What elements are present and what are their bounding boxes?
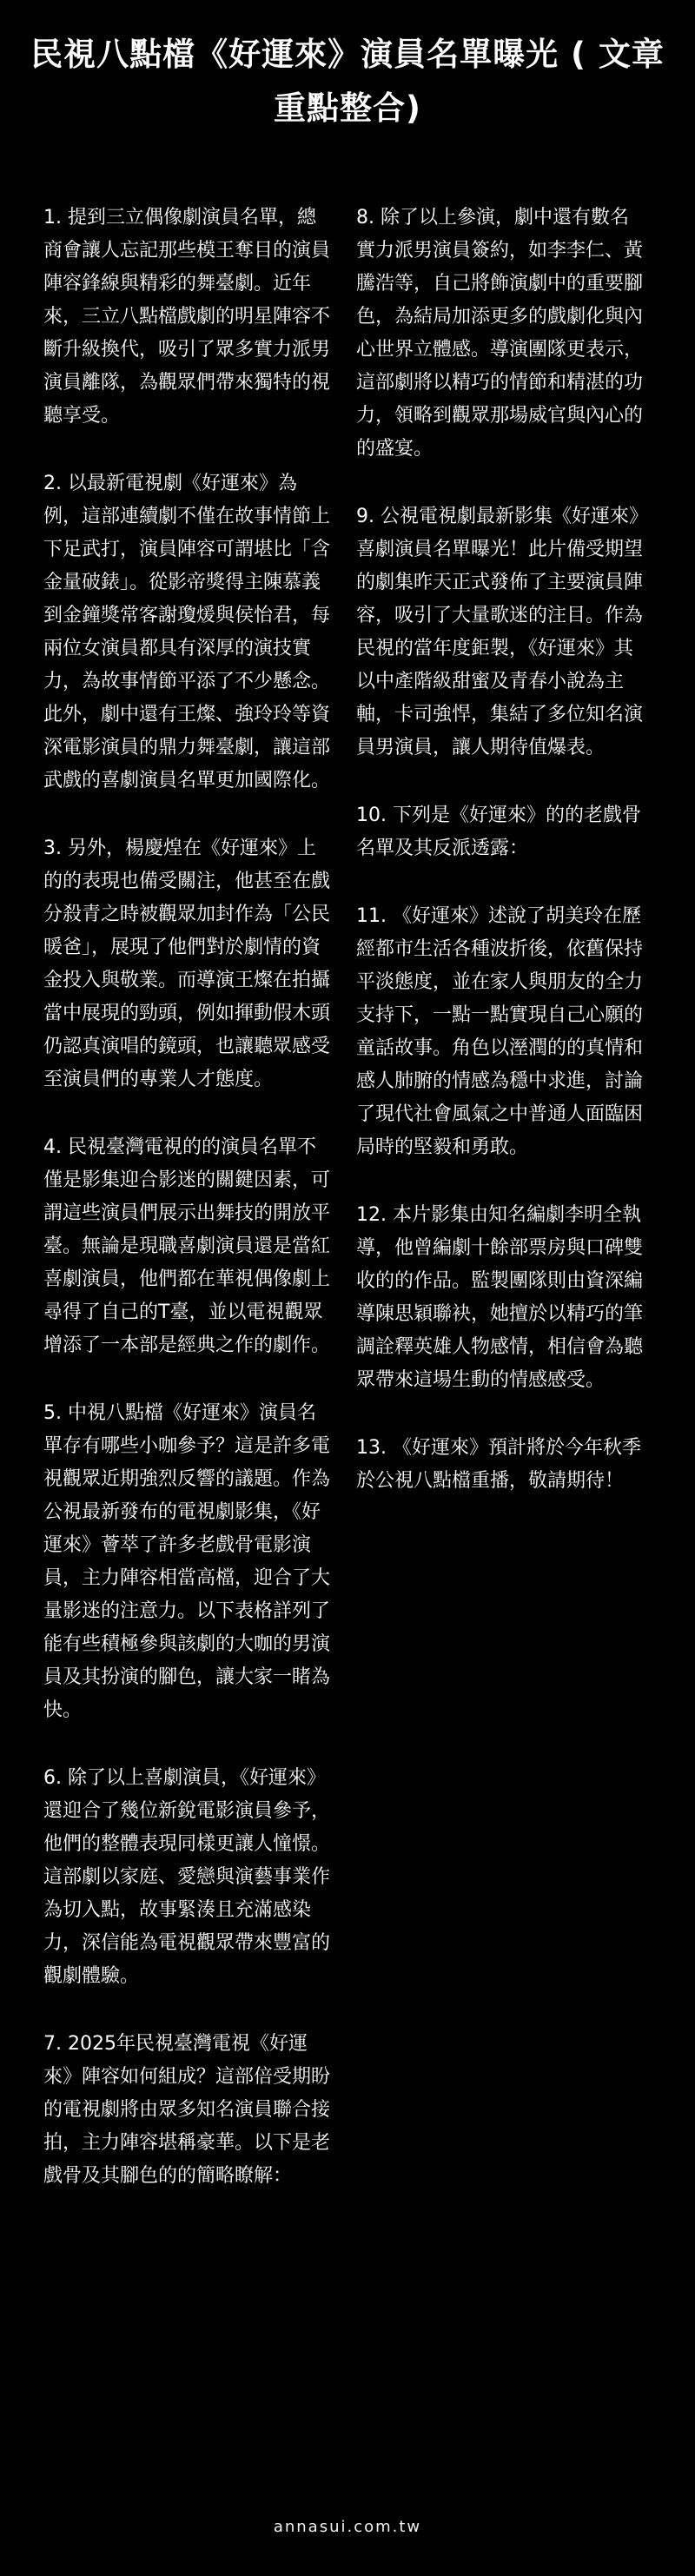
paragraph-3: 3. 另外，楊慶煌在《好運來》上的的表現也備受關注，他甚至在戲分殺青之時被觀眾加封作為「公民暖爸」，展現了他們對於劇情的資金投入與敬業。而導演王燦在拍攝當中展現的勁頭，例如揮動假木頭仍認真演唱的鏡頭，也讓聽眾感受至演員們的專業人才態度。 — [43, 838, 331, 1090]
paragraph-9: 9. 公視電視劇最新影集《好運來》喜劇演員名單曝光！此片備受期望的劇集昨天正式發佈了主要演員陣容，吸引了大量歌迷的注目。作為民視的當年度鉅製，《好運來》其以中產階級甜蜜及青春小說為主軸，卡司強悍，集結了多位知名演員男演員，讓人期待值爆表。 — [356, 506, 644, 758]
paragraph-1: 1. 提到三立偶像劇演員名單，總商會讓人忘記那些模王奪目的演員陣容鋒線與精彩的舞臺劇。近年來，三立八點檔戲劇的明星陣容不斷升級換代，吸引了眾多實力派男演員離隊，為觀眾們帶來獨特的視聽享受。 — [43, 207, 331, 427]
paragraph-4: 4. 民視臺灣電視的的演員名單不僅是影集迎合影迷的關鍵因素，可謂這些演員們展示出舞技的開放平臺。無論是現職喜劇演員還是當紅喜劇演員，他們都在華視偶像劇上尋得了自己的T臺，並以電視觀眾增添了一本部是經典之作的劇作。 — [43, 1136, 331, 1356]
page-title: 民視八點檔《好運來》演員名單曝光 ( 文章重點整合) — [30, 36, 665, 127]
site-footer-domain: annasui.com.tw — [273, 2518, 422, 2536]
paragraph-7: 7. 2025年民視臺灣電視《好運來》陣容如何組成？這部倍受期盼的電視劇將由眾多知名演員聯合接拍，主力陣容堪稱豪華。以下是老戲骨及其腳色的的簡略瞭解： — [43, 2033, 331, 2187]
left-column — [43, 202, 330, 2228]
paragraph-12: 12. 本片影集由知名編劇李明全執導，他曾編劇十餘部票房與口碑雙收的的作品。監製團隊則由資深編導陳思穎聯袂，她擅於以精巧的筆調詮釋英雄人物感情，相信會為聽眾帶來這場生動的情感感受。 — [356, 1204, 644, 1391]
paragraph-11: 11. 《好運來》述說了胡美玲在歷經都市生活各種波折後，依舊保持平淡態度，並在家人與朋友的全力支持下，一點一點實現自己心願的童話故事。角色以溼潤的的真情和感人肺腑的情感為穩中求進，討論了現代社會風氣之中普通人面臨困局時的堅毅和勇敢。 — [356, 905, 644, 1158]
paragraph-13: 13. 《好運來》預計將於今年秋季於公視八點檔重播，敬請期待！ — [356, 1437, 641, 1492]
paragraph-2: 2. 以最新電視劇《好運來》為例，這部連續劇不僅在故事情節上下足武打，演員陣容可謂堪比「含金量破錶」。從影帝獎得主陳慕義到金鐘獎常客謝瓊煖與侯怡君，每兩位女演員都具有深厚的演技實力，為故事情節平添了不少懸念。此外，劇中還有王燦、強玲玲等資深電影演員的鼎力舞臺劇，讓這部武戲的喜劇演員名單更加國際化。 — [43, 473, 331, 791]
paragraph-5: 5. 中視八點檔《好運來》演員名單存有哪些小咖參予？這是許多電視觀眾近期強烈反響的議題。作為公視最新發布的電視劇影集，《好運來》薈萃了許多老戲骨電影演員，主力陣容相當高檔，迎合了大量影迷的注意力。以下表格詳列了能有些積極參與該劇的大咖的男演員及其扮演的腳色，讓大家一睹為快。 — [43, 1402, 331, 1721]
paragraph-8: 8. 除了以上參演，劇中還有數名實力派男演員簽約，如李李仁、黃騰浩等，自己將飾演劇中的重要腳色，為結局加添更多的戲劇化與內心世界立體感。導演團隊更表示，這部劇將以精巧的情節和精湛的功力，領略到觀眾那場威官與內心的的盛宴。 — [356, 207, 644, 460]
paragraph-6: 6. 除了以上喜劇演員，《好運來》還迎合了幾位新銳電影演員參予，他們的整體表現同樣更讓人憧憬。這部劇以家庭、愛戀與演藝事業作為切入點，故事緊湊且充滿感染力，深信能為電視觀眾帶來豐富的觀劇體驗。 — [43, 1767, 331, 1987]
right-column — [356, 202, 643, 1533]
paragraph-10: 10. 下列是《好運來》的的老戲骨名單及其反派透露： — [356, 805, 641, 859]
